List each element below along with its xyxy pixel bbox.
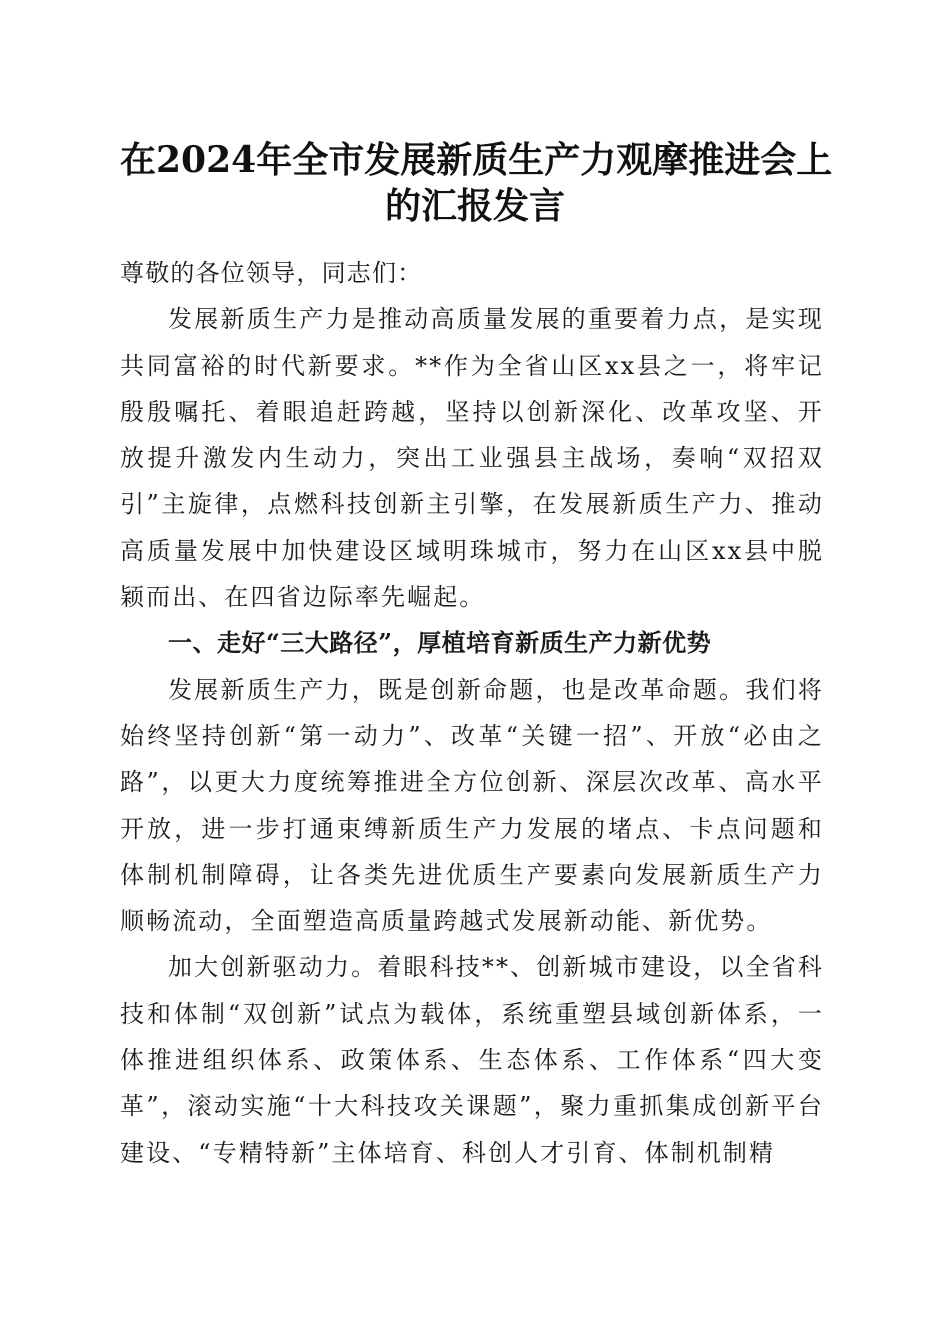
paragraph-innovation: 加大创新驱动力。着眼科技**、创新城市建设，以全省科技和体制“双创新”试点为载体，系统重塑县域创新体系，一体推进组织体系、政策体系、生态体系、工作体系“四大变革”，滚动实施“十大科技攻关课题”，聚力重抓集成创新平台建设、“专精特新”主体培育、科创人才引育、体制机制精 xyxy=(120,953,824,1167)
section-heading-1: 一、走好“三大路径”，厚植培育新质生产力新优势 xyxy=(168,628,712,658)
greeting: 尊敬的各位领导，同志们： xyxy=(120,259,423,287)
paragraph-section-1: 发展新质生产力，既是创新命题，也是改革命题。我们将始终坚持创新“第一动力”、改革“关键一招”、开放“必由之路”，以更大力度统筹推进全方位创新、深层次改革、高水平开放，进一步打通束缚新质生产力发展的堵点、卡点问题和体制机制障碍，让各类先进优质生产要素向发展新质生产力顺畅流动，全面塑造高质量跨越式发展新动能、新优势。 xyxy=(120,675,824,936)
title-line-2: 的汇报发言 xyxy=(384,185,565,227)
title-line-1: 在2024年全市发展新质生产力观摩推进会上 xyxy=(120,139,833,181)
paragraph-intro: 发展新质生产力是推动高质量发展的重要着力点，是实现共同富裕的时代新要求。**作为全省山区xx县之一，将牢记殷殷嘱托、着眼追赶跨越，坚持以创新深化、改革攻坚、开放提升激发内生动力，突出工业强县主战场，奏响“双招双引”主旋律，点燃科技创新主引擎，在发展新质生产力、推动高质量发展中加快建设区域明珠城市，努力在山区xx县中脱颖而出、在四省边际率先崛起。 xyxy=(120,305,824,612)
document-title xyxy=(120,137,833,229)
document-body xyxy=(120,250,824,1176)
